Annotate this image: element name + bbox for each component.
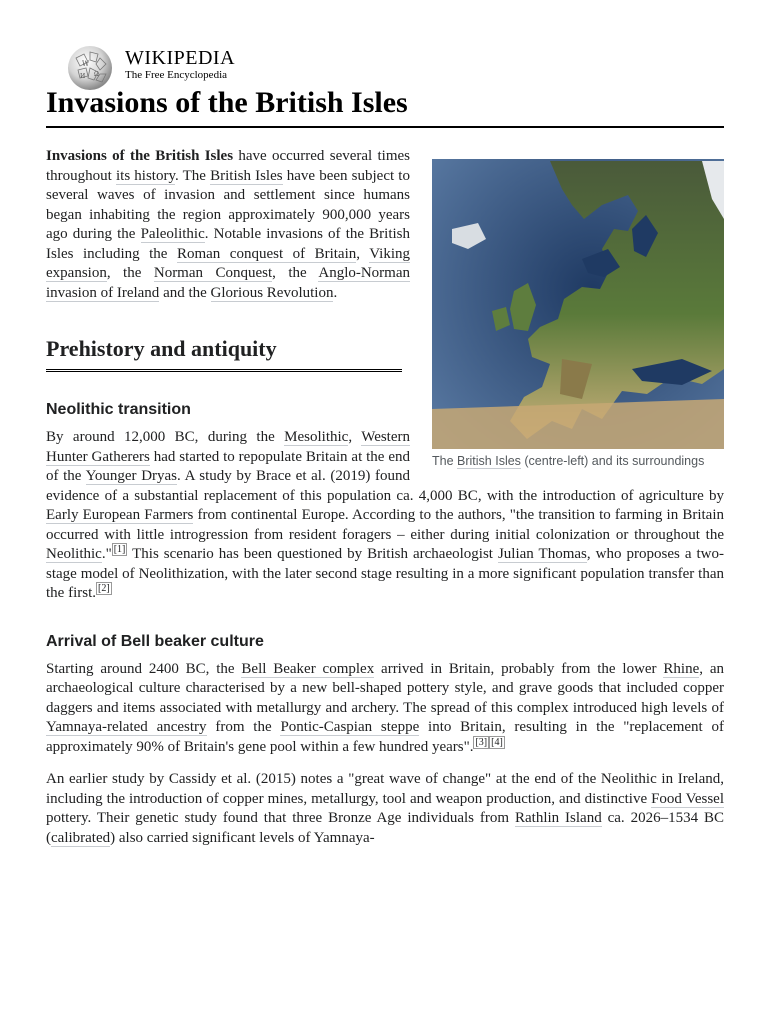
link-roman-conquest[interactable]: Roman conquest of Britain	[176, 245, 357, 262]
text: , the	[106, 265, 154, 281]
infobox-image	[432, 159, 724, 470]
reference-3	[473, 736, 489, 749]
text: ,	[348, 429, 362, 445]
page-title: Invasions of the British Isles	[46, 83, 724, 128]
bell-beaker-paragraph-2	[46, 770, 724, 848]
link-norman-conquest[interactable]: Norman Conquest	[153, 265, 273, 281]
text: arrived in Britain, probably from the lower	[374, 660, 664, 677]
link-anglo-norman-invasion[interactable]: Anglo-Norman invasion of Ireland	[46, 265, 411, 301]
link-food-vessel[interactable]: Food Vessel	[651, 790, 724, 807]
text: . A study by Brace et al. (2019) found evidence of a substantial replacement of this population ca. 4,000 BC, with the introduction of agriculture by	[46, 468, 724, 504]
wikipedia-wordmark[interactable]	[125, 47, 235, 81]
text: .	[333, 284, 338, 301]
svg-text:W: W	[82, 60, 90, 68]
text: have been subject to several waves of invasion and settlement since humans began inhabiting the region approximately 900,000 years ago during the	[46, 167, 410, 242]
ref-link-3[interactable]: [3]	[475, 736, 488, 748]
text: . Notable invasions of the British Isles including the	[46, 226, 410, 262]
link-younger-dryas[interactable]: Younger Dryas	[85, 468, 178, 484]
link-early-european-farmers[interactable]: Early European Farmers	[46, 507, 194, 523]
text: ."	[101, 546, 112, 562]
link-western-hunter-gatherers[interactable]: Western Hunter Gatherers	[46, 429, 411, 465]
text: By around 12,000 BC, during the	[46, 429, 285, 445]
text: ca. 2026–1534 BC (	[46, 810, 725, 846]
text: An earlier study by Cassidy et al. (2015) notes a "great wave of change" at the end of the Neolithic in Ireland, including the introduction of copper mines, metallurgy, tool and weapon production, and distinctive	[46, 771, 724, 807]
link-glorious-revolution[interactable]: Glorious Revolution	[210, 284, 334, 301]
reference-2	[96, 582, 112, 595]
svg-text:Ω: Ω	[94, 71, 99, 78]
article-body	[46, 147, 724, 848]
link-calibrated[interactable]: calibrated	[51, 829, 111, 846]
europe-satellite-map[interactable]	[432, 159, 724, 449]
text: Starting around 2400 BC, the	[46, 660, 242, 677]
text: and the	[159, 284, 211, 301]
wordmark-text: WIKIPEDIA	[125, 47, 236, 69]
text: from continental Europe. According to the authors, "the transition to farming in Britain occurred with little introgression from resident foragers – either during initial colonization or throughout the	[46, 507, 725, 543]
subsection-heading-bell-beaker: Arrival of Bell beaker culture	[46, 632, 264, 650]
text: , an archaeological culture characterised by a new bell-shaped pottery style, and grave goods that included copper daggers and items associated with metallurgy and archery. The spread of this complex introduced high levels of	[46, 660, 724, 716]
svg-text:И: И	[80, 73, 86, 80]
reference-4	[489, 736, 505, 749]
section-heading-prehistory: Prehistory and antiquity	[46, 335, 402, 372]
text: into Britain, resulting in the "replacement of approximately 90% of Britain's gene pool within a few hundred years".	[46, 719, 724, 755]
caption-text: The	[432, 454, 458, 468]
text: . The	[175, 167, 211, 184]
link-british-isles-caption[interactable]: British Isles	[457, 454, 521, 468]
text: from the	[206, 719, 281, 735]
link-pontic-caspian-steppe[interactable]: Pontic-Caspian steppe	[280, 719, 420, 735]
link-julian-thomas[interactable]: Julian Thomas	[497, 546, 587, 562]
link-british-isles[interactable]: British Isles	[210, 167, 283, 184]
text: ,	[356, 245, 370, 262]
ref-link-4[interactable]: [4]	[491, 736, 503, 748]
link-viking-expansion[interactable]: Viking expansion	[46, 245, 411, 281]
text: have occurred several times throughout	[46, 148, 410, 184]
link-its-history[interactable]: its history	[115, 167, 175, 184]
link-neolithic[interactable]: Neolithic	[46, 546, 102, 562]
tagline: The Free Encyclopedia	[125, 69, 228, 81]
text: ) also carried significant levels of Yamnaya-	[110, 829, 375, 846]
bell-beaker-paragraph-1	[46, 660, 724, 758]
text: This scenario has been questioned by British archaeologist	[127, 546, 498, 562]
text: had started to repopulate Britain at the end of the	[46, 448, 410, 484]
reference-1	[112, 543, 128, 556]
text: , the	[272, 265, 319, 281]
subsection-heading-neolithic: Neolithic transition	[46, 401, 191, 418]
link-rathlin-island[interactable]: Rathlin Island	[514, 810, 602, 826]
ref-link-1[interactable]: [1]	[113, 544, 126, 555]
text: pottery. Their genetic study found that three Bronze Age individuals from	[46, 810, 515, 826]
text: , who proposes a two-stage model of Neolithization, with the later second stage resulting in a more significant population transfer than the first.	[46, 546, 724, 601]
ref-link-2[interactable]: [2]	[98, 583, 110, 594]
link-yamnaya-ancestry[interactable]: Yamnaya-related ancestry	[46, 719, 207, 735]
infobox-caption	[432, 452, 724, 470]
link-rhine[interactable]: Rhine	[663, 660, 700, 677]
bold-title: Invasions of the British Isles	[46, 148, 234, 164]
link-mesolithic[interactable]: Mesolithic	[284, 429, 349, 445]
link-bell-beaker-complex[interactable]: Bell Beaker complex	[241, 660, 375, 677]
link-paleolithic[interactable]: Paleolithic	[140, 226, 205, 242]
caption-text: (centre-left) and its surroundings	[520, 454, 705, 468]
